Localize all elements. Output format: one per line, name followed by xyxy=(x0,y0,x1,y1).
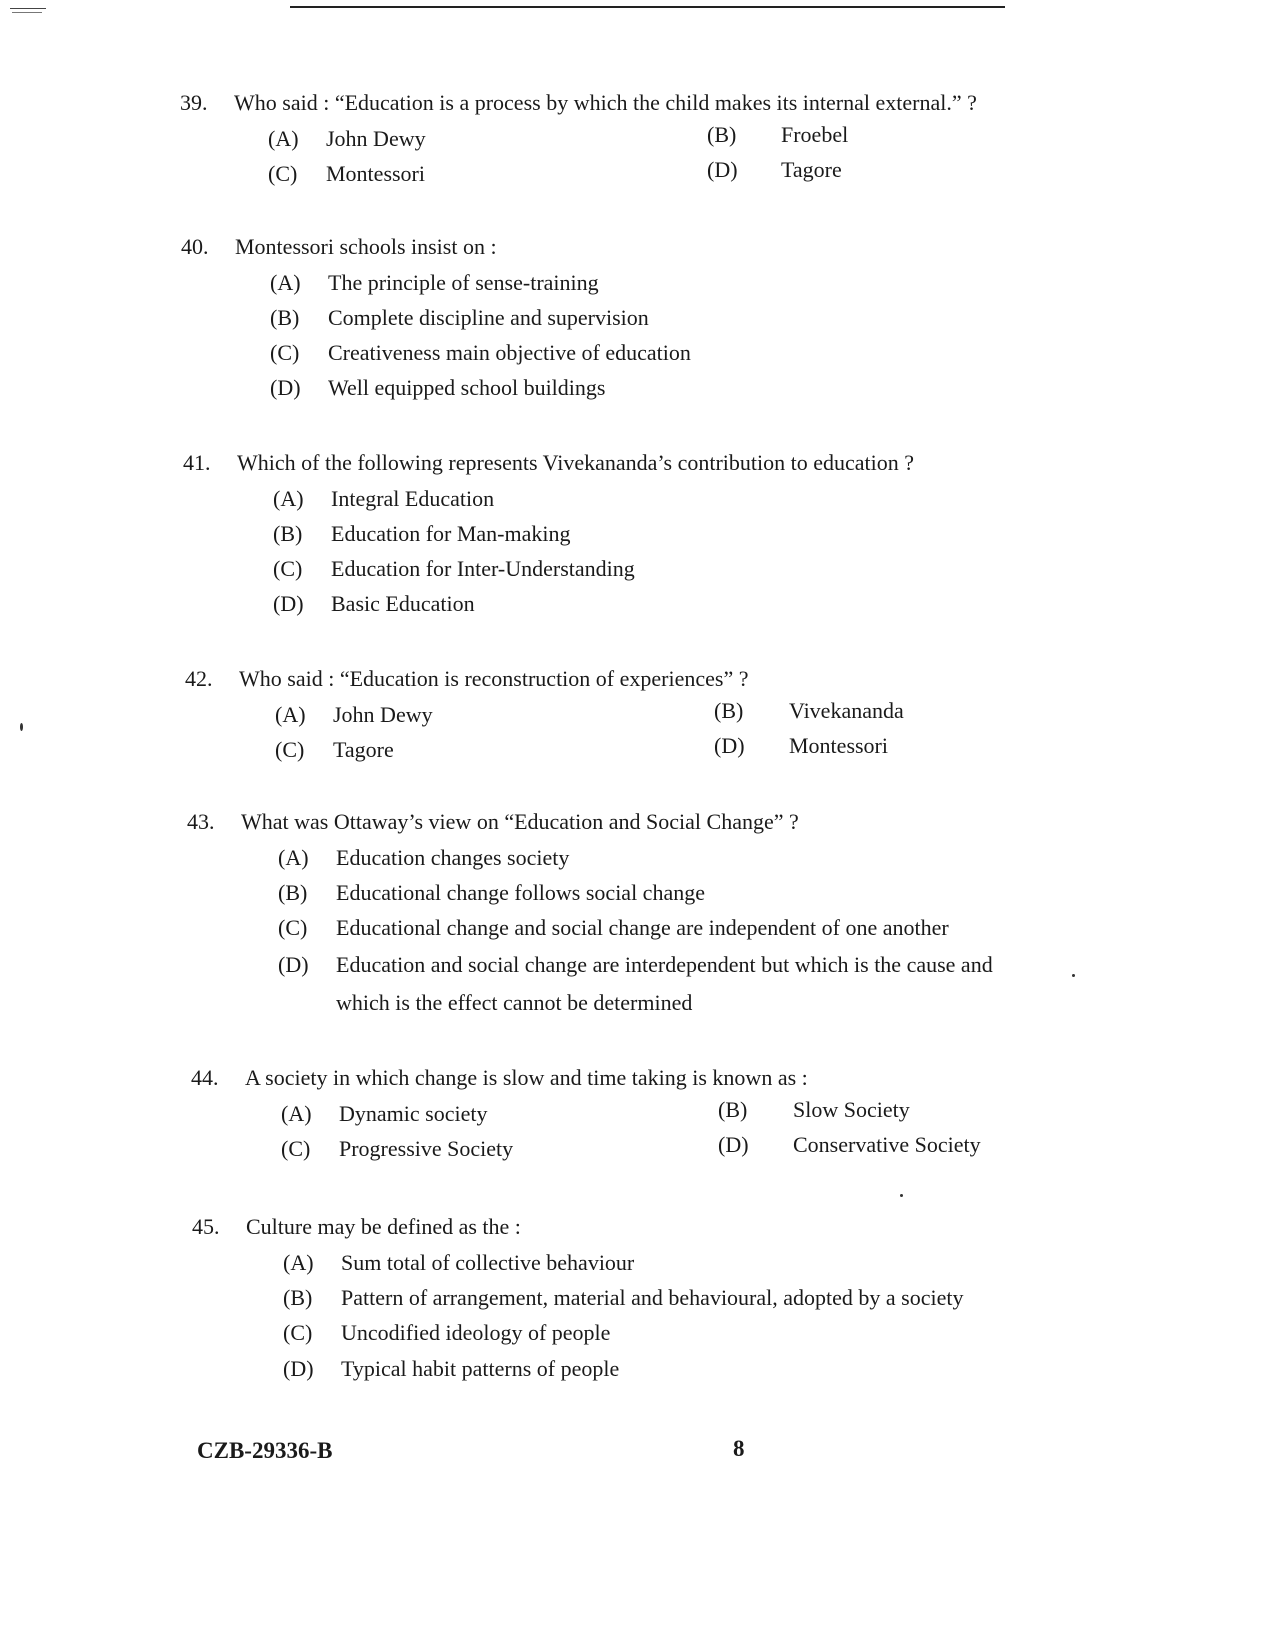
option-text: Complete discipline and supervision xyxy=(328,305,649,330)
scan-speck xyxy=(1072,974,1075,977)
option-text: Education and social change are interdependent but which is the cause and xyxy=(336,952,993,977)
question-41 xyxy=(0,446,1275,616)
option-text: The principle of sense-training xyxy=(328,270,599,295)
question-40 xyxy=(0,230,1275,400)
option-text: Pattern of arrangement, material and behavioural, adopted by a society xyxy=(341,1285,964,1310)
option-letter: (D) xyxy=(278,952,309,977)
option-text: Integral Education xyxy=(331,486,495,511)
question-number: 42. xyxy=(185,666,213,691)
corner-mark xyxy=(12,12,42,13)
option-letter: (B) xyxy=(278,880,308,905)
option-letter: (A) xyxy=(278,845,309,870)
option-text: Slow Society xyxy=(793,1097,910,1122)
option-letter: (D) xyxy=(270,375,301,400)
option-text: Dynamic society xyxy=(339,1101,488,1126)
exam-code: CZB-29336-B xyxy=(197,1438,333,1463)
option-text: Education changes society xyxy=(336,845,570,870)
option-letter: (C) xyxy=(281,1136,311,1161)
option-letter: (A) xyxy=(283,1250,314,1275)
question-39 xyxy=(0,86,1275,186)
option-letter: (A) xyxy=(270,270,301,295)
option-letter: (D) xyxy=(283,1356,314,1381)
question-text: Who said : “Education is reconstruction of experiences” ? xyxy=(239,666,749,691)
option-text: John Dewy xyxy=(326,126,426,151)
option-text: Education for Inter-Understanding xyxy=(331,556,635,581)
question-number: 39. xyxy=(180,90,208,115)
question-number: 45. xyxy=(192,1214,220,1239)
question-45 xyxy=(0,1210,1275,1381)
option-text: Well equipped school buildings xyxy=(328,375,606,400)
option-text: Conservative Society xyxy=(793,1132,981,1157)
option-text: Education for Man-making xyxy=(331,521,571,546)
question-text: A society in which change is slow and time taking is known as : xyxy=(245,1065,808,1090)
option-text: Montessori xyxy=(326,161,425,186)
option-text: Tagore xyxy=(781,157,842,182)
option-text: Vivekananda xyxy=(789,698,904,723)
option-letter: (B) xyxy=(714,698,744,723)
option-text: Creativeness main objective of education xyxy=(328,340,691,365)
option-text: Montessori xyxy=(789,733,888,758)
corner-mark xyxy=(10,8,46,9)
question-text: Who said : “Education is a process by which the child makes its internal external.” ? xyxy=(234,90,977,115)
question-43 xyxy=(0,805,1275,1015)
option-text: Froebel xyxy=(781,122,849,147)
option-letter: (B) xyxy=(718,1097,748,1122)
option-text: Sum total of collective behaviour xyxy=(341,1250,635,1275)
option-letter: (A) xyxy=(275,702,306,727)
option-letter: (D) xyxy=(714,733,745,758)
option-letter: (C) xyxy=(275,737,305,762)
question-number: 40. xyxy=(181,234,209,259)
scan-speck xyxy=(900,1194,903,1197)
option-text: Educational change follows social change xyxy=(336,880,705,905)
question-42 xyxy=(0,662,1275,762)
option-text: Educational change and social change are independent of one another xyxy=(336,915,949,940)
question-number: 44. xyxy=(191,1065,219,1090)
option-letter: (C) xyxy=(273,556,303,581)
option-d-continuation: which is the effect cannot be determined xyxy=(336,990,693,1015)
option-letter: (C) xyxy=(268,161,298,186)
option-letter: (A) xyxy=(268,126,299,151)
option-text: Uncodified ideology of people xyxy=(341,1320,611,1345)
option-text: Basic Education xyxy=(331,591,475,616)
option-letter: (D) xyxy=(718,1132,749,1157)
option-letter: (C) xyxy=(270,340,300,365)
option-text: John Dewy xyxy=(333,702,433,727)
option-letter: (B) xyxy=(273,521,303,546)
option-letter: (B) xyxy=(707,122,737,147)
option-text: Typical habit patterns of people xyxy=(341,1356,620,1381)
question-number: 41. xyxy=(183,450,211,475)
option-letter: (C) xyxy=(283,1320,313,1345)
question-text: Culture may be defined as the : xyxy=(246,1214,521,1239)
question-number: 43. xyxy=(187,809,215,834)
option-letter: (B) xyxy=(270,305,300,330)
option-text: Progressive Society xyxy=(339,1136,514,1161)
scan-speck xyxy=(20,723,23,731)
option-letter: (A) xyxy=(273,486,304,511)
option-letter: (C) xyxy=(278,915,308,940)
question-44 xyxy=(0,1061,1275,1161)
page-number: 8 xyxy=(733,1436,745,1461)
question-text: Montessori schools insist on : xyxy=(235,234,497,259)
option-text: Tagore xyxy=(333,737,394,762)
option-letter: (A) xyxy=(281,1101,312,1126)
question-text: What was Ottaway’s view on “Education and Social Change” ? xyxy=(241,809,799,834)
option-letter: (B) xyxy=(283,1285,313,1310)
option-letter: (D) xyxy=(273,591,304,616)
question-text: Which of the following represents Vivekananda’s contribution to education ? xyxy=(237,450,915,475)
top-rule xyxy=(290,6,1005,8)
option-letter: (D) xyxy=(707,157,738,182)
